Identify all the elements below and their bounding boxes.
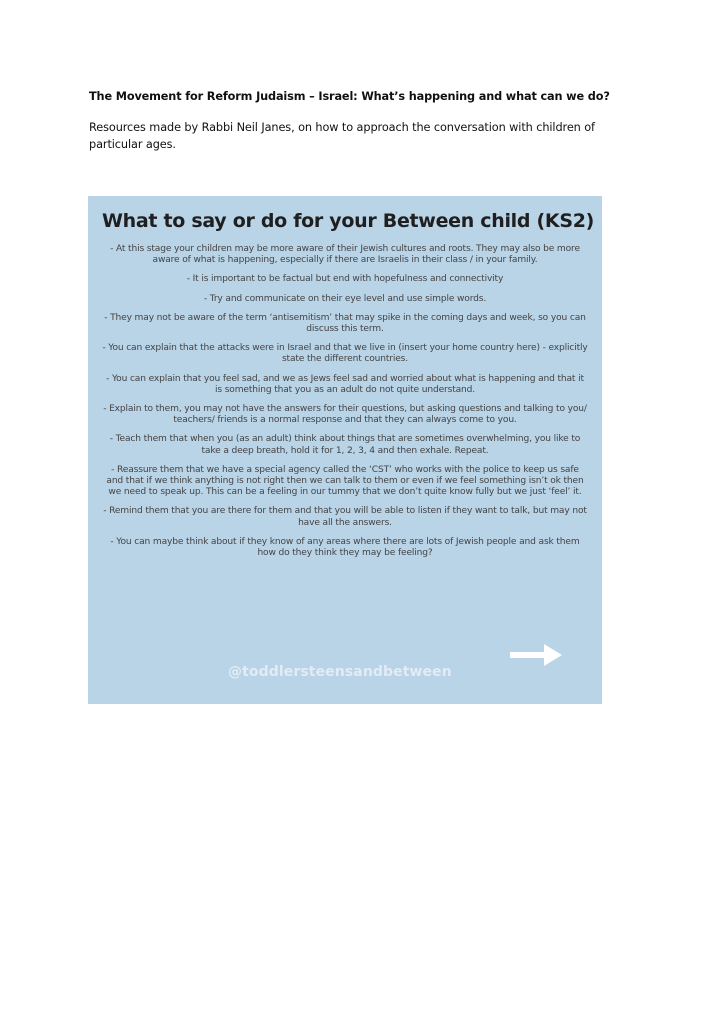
card-paragraph: - You can maybe think about if they know of any areas where there are lots of Jewish people and ask them how do they think they may be feeling? <box>110 536 580 559</box>
card-heading: What to say or do for your Between child (KS2) <box>102 210 595 232</box>
card-paragraph: - Explain to them, you may not have the answers for their questions, but asking questions and talking to you/ teachers/ friends is a normal response and that they can always come to you. <box>103 404 587 426</box>
document-intro: Resources made by Rabbi Neil Janes, on how to approach the conversation with children of particular ages. <box>89 121 595 151</box>
card-paragraph: - Teach them that when you (as an adult) think about things that are sometimes overwhelming, you like to take a deep breath, hold it for 1, 2, 3, 4 and then exhale. Repeat. <box>109 434 581 456</box>
card-paragraph: - At this stage your children may be more aware of their Jewish cultures and roots. They may also be more aware of what is happening, especially if there are Israelis in their class / in your family. <box>110 244 580 266</box>
card-paragraph: - They may not be aware of the term ‘antisemitism’ that may spike in the coming days and week, so you can discuss this term. <box>104 312 586 335</box>
card-paragraph: - Reassure them that we have a special agency called the ‘CST’ who works with the police to keep us safe and that if we think anything is not right then we can talk to them or even if we feel something isn’t ok then we need to speak up. This can be a feeling in our tummy that we don’t quite know fully but we just ‘feel’ it. <box>106 464 584 498</box>
card-paragraph: - You can explain that the attacks were in Israel and that we live in (insert your home country here) - explicitly state the different countries. <box>102 343 588 365</box>
social-handle: @toddlersteensandbetween <box>228 664 452 680</box>
card-paragraph: - Try and communicate on their eye level and use simple words. <box>203 293 487 304</box>
card-paragraph: - Remind them that you are there for them and that you will be able to listen if they want to talk, but may not have all the answers. <box>103 506 587 528</box>
right-arrow-icon <box>508 642 564 668</box>
document-title: The Movement for Reform Judaism – Israel: What’s happening and what can we do? <box>89 90 610 103</box>
info-card <box>88 196 602 704</box>
card-paragraph: - It is important to be factual but end with hopefulness and connectivity <box>186 274 504 285</box>
card-paragraph: - You can explain that you feel sad, and we as Jews feel sad and worried about what is happening and that it is something that you as an adult do not quite understand. <box>106 373 584 395</box>
